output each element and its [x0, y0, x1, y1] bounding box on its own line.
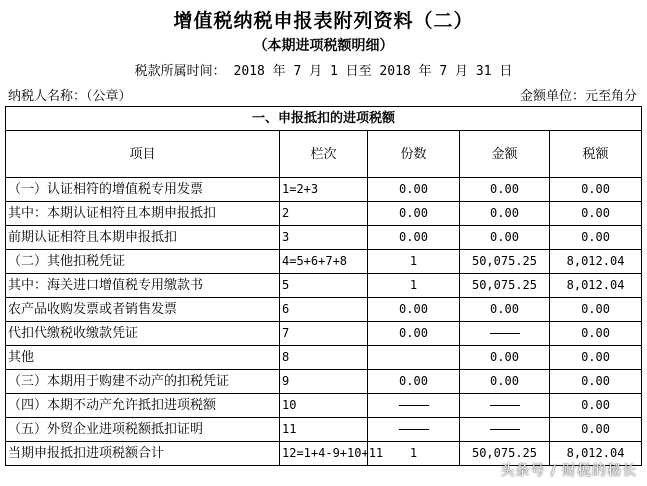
row-count-na	[368, 418, 460, 442]
row-count: 0.00	[368, 298, 460, 322]
input-tax-table	[5, 106, 642, 466]
row-count: 1	[368, 442, 460, 466]
row-line: 12=1+4-9+10+11	[280, 442, 368, 466]
row-count-na	[368, 394, 460, 418]
row-item: （二）其他扣税凭证	[6, 250, 280, 274]
column-header: 份数	[368, 131, 460, 178]
row-count: 0.00	[368, 322, 460, 346]
row-amount: 0.00	[460, 298, 550, 322]
column-header: 栏次	[280, 131, 368, 178]
row-count: 1	[368, 250, 460, 274]
row-amount: 50,075.25	[460, 442, 550, 466]
row-tax: 0.00	[550, 370, 642, 394]
table-row	[6, 178, 642, 202]
row-line: 4=5+6+7+8	[280, 250, 368, 274]
row-tax: 0.00	[550, 394, 642, 418]
column-header: 项目	[6, 131, 280, 178]
row-item: （四）本期不动产允许抵扣进项税额	[6, 394, 280, 418]
row-line: 10	[280, 394, 368, 418]
watermark: 头条号 / 财税的秘长	[500, 463, 637, 479]
row-line: 2	[280, 202, 368, 226]
section-header-row	[6, 107, 642, 131]
row-line: 7	[280, 322, 368, 346]
row-item: （三）本期用于购建不动产的扣税凭证	[6, 370, 280, 394]
row-item: 农产品收购发票或者销售发票	[6, 298, 280, 322]
tax-period	[0, 60, 647, 79]
column-header-row	[6, 131, 642, 178]
row-item: 当期申报抵扣进项税额合计	[6, 442, 280, 466]
row-item: 其中：海关进口增值税专用缴款书	[6, 274, 280, 298]
table-row	[6, 370, 642, 394]
table-row	[6, 394, 642, 418]
row-line: 9	[280, 370, 368, 394]
row-item: （一）认证相符的增值税专用发票	[6, 178, 280, 202]
row-item: （五）外贸企业进项税额抵扣证明	[6, 418, 280, 442]
not-applicable-dash	[399, 429, 429, 430]
row-count: 0.00	[368, 178, 460, 202]
table-row	[6, 346, 642, 370]
row-amount-na	[460, 394, 550, 418]
row-tax: 0.00	[550, 322, 642, 346]
row-tax: 8,012.04	[550, 250, 642, 274]
table-row	[6, 226, 642, 250]
column-header: 金额	[460, 131, 550, 178]
row-amount: 50,075.25	[460, 250, 550, 274]
row-tax: 0.00	[550, 298, 642, 322]
period-to: 2018 年 7 月 31 日	[379, 64, 513, 79]
row-tax: 0.00	[550, 178, 642, 202]
row-amount: 0.00	[460, 178, 550, 202]
period-label: 税款所属时间：	[134, 64, 226, 79]
row-item: 其中：本期认证相符且本期申报抵扣	[6, 202, 280, 226]
row-item: 其他	[6, 346, 280, 370]
row-item: 代扣代缴税收缴款凭证	[6, 322, 280, 346]
row-amount-na	[460, 322, 550, 346]
not-applicable-dash	[490, 429, 520, 430]
row-count: 0.00	[368, 226, 460, 250]
row-tax: 0.00	[550, 346, 642, 370]
row-amount: 0.00	[460, 202, 550, 226]
page-title: 增值税纳税申报表附列资料（二）	[173, 10, 474, 32]
row-line: 11	[280, 418, 368, 442]
not-applicable-dash	[490, 333, 520, 334]
column-header: 税额	[550, 131, 642, 178]
table-row	[6, 250, 642, 274]
row-tax: 8,012.04	[550, 442, 642, 466]
row-amount: 50,075.25	[460, 274, 550, 298]
row-amount: 0.00	[460, 370, 550, 394]
row-line: 6	[280, 298, 368, 322]
row-line: 3	[280, 226, 368, 250]
not-applicable-dash	[399, 405, 429, 406]
row-tax: 0.00	[550, 226, 642, 250]
row-count: 0.00	[368, 370, 460, 394]
table-row	[6, 298, 642, 322]
row-count: 1	[368, 274, 460, 298]
section-title: 一、申报抵扣的进项税额	[6, 107, 642, 131]
row-line: 8	[280, 346, 368, 370]
row-line: 5	[280, 274, 368, 298]
table-row	[6, 274, 642, 298]
table-row	[6, 418, 642, 442]
row-item: 前期认证相符且本期申报抵扣	[6, 226, 280, 250]
taxpayer-name: 纳税人名称：（公章）	[8, 89, 132, 104]
not-applicable-dash	[490, 405, 520, 406]
row-line: 1=2+3	[280, 178, 368, 202]
amount-unit: 金额单位：元至角分	[519, 89, 637, 104]
row-count: 0.00	[368, 202, 460, 226]
table-row	[6, 202, 642, 226]
row-tax: 0.00	[550, 202, 642, 226]
row-tax: 0.00	[550, 418, 642, 442]
table-row	[6, 322, 642, 346]
row-amount-na	[460, 418, 550, 442]
page-subtitle: （本期进项税额明细）	[253, 38, 394, 54]
period-from: 2018 年 7 月 1 日至	[233, 64, 372, 79]
row-tax: 8,012.04	[550, 274, 642, 298]
row-amount: 0.00	[460, 226, 550, 250]
row-count	[368, 346, 460, 370]
row-amount: 0.00	[460, 346, 550, 370]
